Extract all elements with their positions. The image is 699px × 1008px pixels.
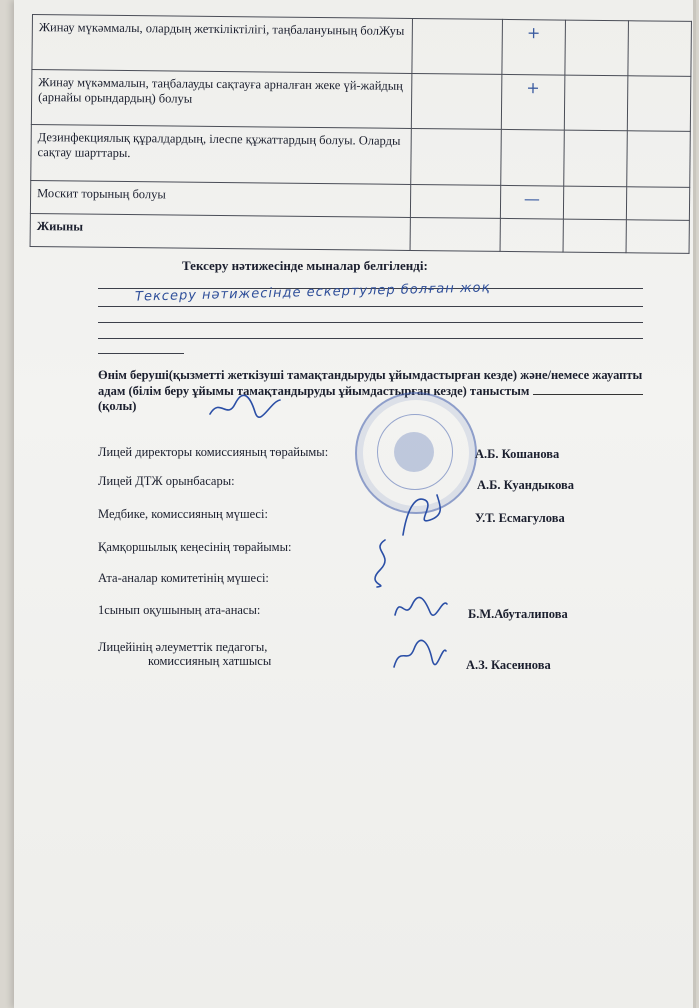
mark-cell: + <box>501 74 565 130</box>
signatory-role: Лицей ДТЖ орынбасары: <box>98 474 235 488</box>
empty-cell <box>626 187 689 221</box>
empty-cell <box>565 20 629 76</box>
signatory-name: У.Т. Есмагулова <box>475 511 565 525</box>
mark-cell: + <box>501 19 565 75</box>
empty-cell <box>410 217 500 251</box>
result-line <box>98 338 643 339</box>
signature-blank <box>533 384 643 395</box>
empty-cell <box>563 186 626 220</box>
signatory-role: Лицейінің әлеуметтік педагогы, <box>98 640 268 654</box>
handwritten-result-note: Тексеру нәтижесінде ескертулер болған жоқ <box>134 280 491 305</box>
mark-cell <box>500 129 564 186</box>
table-row <box>32 15 692 77</box>
signatory-role: Медбике, комиссияның мүшесі: <box>98 507 268 521</box>
empty-cell <box>564 130 628 187</box>
signatory-name: А.Б. Кошанова <box>475 447 560 461</box>
sign-hint: (қолы) <box>98 399 137 413</box>
total-label-cell: Жиыны <box>30 213 410 250</box>
signatory-role-secondary: комиссияның хатшысы <box>148 654 272 668</box>
result-title: Тексеру нәтижесінде мыналар белгіленді: <box>182 258 428 273</box>
criterion-cell: Дезинфекциялық құралдардың, ілеспе құжаттардың болуы. Оларды сақтау шарттары. <box>31 124 411 184</box>
secretary-signature <box>388 635 448 680</box>
empty-cell <box>626 220 689 254</box>
signatory-role: Лицей директоры комиссияның төрайымы: <box>98 445 329 459</box>
empty-cell <box>412 18 502 74</box>
page-edge <box>693 0 696 1008</box>
signatory-name: Б.М.Абуталипова <box>468 607 568 621</box>
empty-cell <box>628 21 692 77</box>
producer-signature <box>205 392 285 427</box>
mark-cell <box>500 218 564 252</box>
inspection-table <box>30 14 692 254</box>
signatory-name: А.Б. Куандыкова <box>477 478 575 492</box>
empty-cell <box>411 73 501 129</box>
empty-cell <box>410 128 500 185</box>
parent-signature <box>390 590 450 630</box>
mark-cell: — <box>500 185 564 219</box>
producer-text: Өнім беруші(қызметті жеткізуші тамақтандыруды ұйымдастырған кезде) және/немесе жауапты адам (білім беру ұйымы тамақтандыруды ұйымдастырған кезде) таныстым <box>98 368 643 398</box>
empty-cell <box>564 75 628 131</box>
table-total-row <box>30 213 689 253</box>
table-row <box>31 124 691 187</box>
empty-cell <box>627 131 691 188</box>
table-row <box>31 70 691 132</box>
signatory-role: Ата-аналар комитетінің мүшесі: <box>98 571 269 585</box>
result-line <box>98 306 643 307</box>
criterion-cell: Москит торының болуы <box>30 180 410 217</box>
result-line <box>98 322 643 323</box>
signatory-role: 1сынып оқушының ата-анасы: <box>98 603 261 617</box>
stamp-emblem <box>394 432 434 472</box>
result-line <box>98 353 184 354</box>
empty-cell <box>563 219 626 253</box>
council-signature <box>365 535 410 595</box>
signatory-role: Қамқоршылық кеңесінің төрайымы: <box>98 540 292 554</box>
criterion-cell: Жинау мүкәммалын, таңбалауды сақтауға арналған жеке үй-жайдың (арнайы орындардың) болуы <box>31 70 411 129</box>
criterion-cell: Жинау мүкәммалы, олардың жеткіліктілігі, таңбалануының болЖуы <box>32 15 412 74</box>
signatory-name: А.З. Касеинова <box>466 658 551 672</box>
empty-cell <box>410 184 500 218</box>
empty-cell <box>627 76 691 132</box>
